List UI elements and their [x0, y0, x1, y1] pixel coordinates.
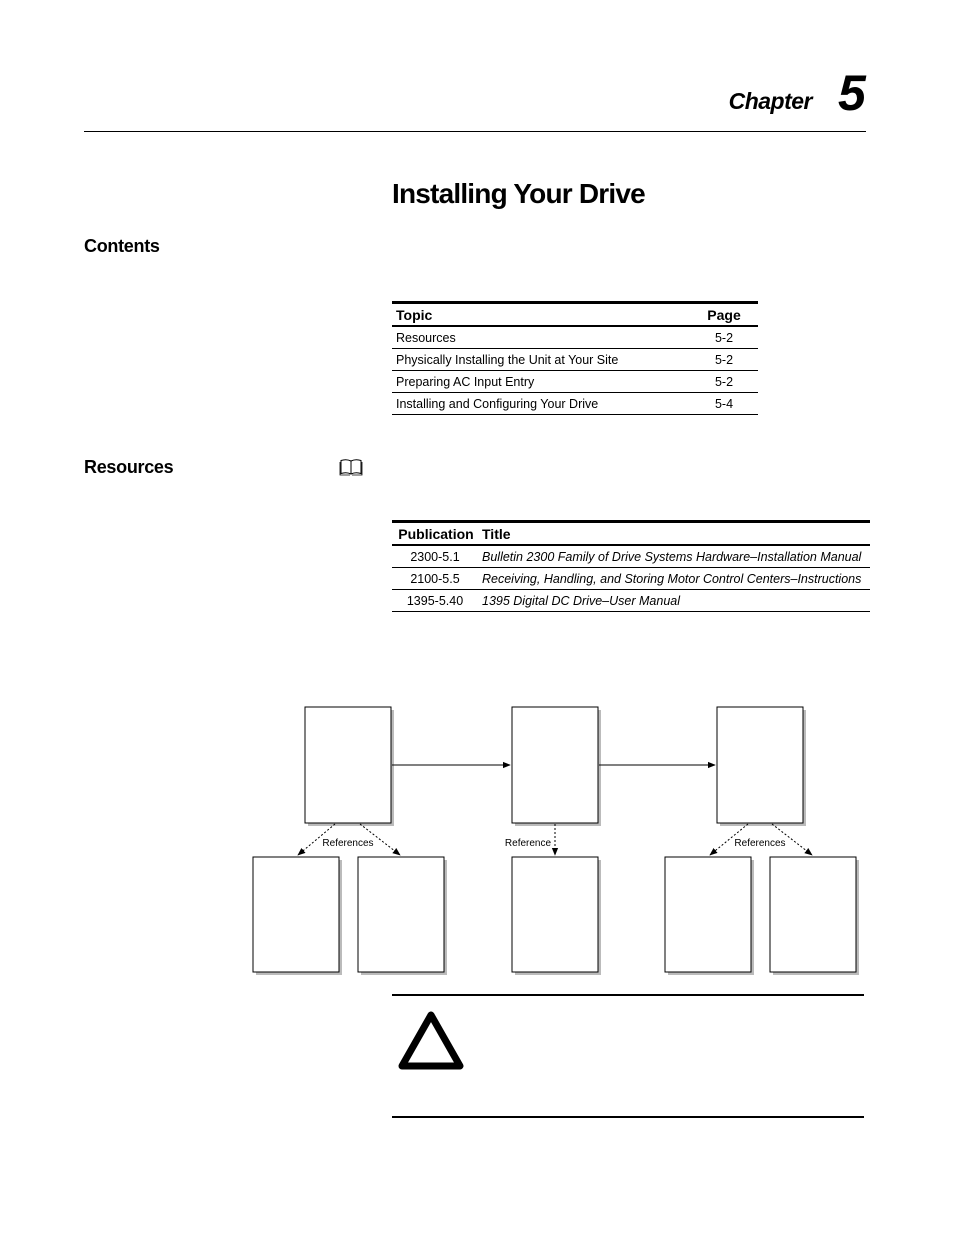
document-box-main-3: [717, 707, 806, 826]
topic-cell: Physically Installing the Unit at Your Site: [392, 349, 690, 371]
resources-heading: Resources: [84, 457, 174, 477]
attention-rule-top: [392, 994, 864, 996]
references-label: References: [734, 838, 786, 849]
contents-heading: Contents: [84, 236, 160, 256]
page-title: Installing Your Drive: [392, 178, 645, 209]
resources-table: [392, 520, 870, 612]
table-row: [392, 371, 758, 393]
document-box-ref-3: [512, 857, 601, 975]
topic-cell: Resources: [392, 326, 690, 349]
attention-rule-bottom: [392, 1116, 864, 1118]
table-row: [392, 393, 758, 415]
page-cell: 5-2: [690, 326, 758, 349]
title-cell: 1395 Digital DC Drive–User Manual: [478, 590, 870, 612]
page-cell: 5-2: [690, 349, 758, 371]
publication-cell: 1395-5.40: [392, 590, 478, 612]
warning-triangle-icon: [396, 1009, 466, 1071]
title-cell: Receiving, Handling, and Storing Motor Control Centers–Instructions: [478, 568, 870, 590]
publication-cell: 2300-5.1: [392, 545, 478, 568]
reference-label: Reference: [504, 838, 552, 849]
topic-column-header: Topic: [392, 303, 690, 327]
document-box-ref-2: [358, 857, 447, 975]
page-cell: 5-2: [690, 371, 758, 393]
table-row: [392, 545, 870, 568]
document-box-main-1: [305, 707, 394, 826]
table-header-row: [392, 303, 758, 327]
document-flow-diagram: [250, 700, 870, 980]
title-column-header: Title: [478, 522, 870, 546]
table-header-row: [392, 522, 870, 546]
document-box-ref-4: [665, 857, 754, 975]
table-row: [392, 349, 758, 371]
table-row: [392, 590, 870, 612]
document-box-ref-5: [770, 857, 859, 975]
page-cell: 5-4: [690, 393, 758, 415]
book-icon: [339, 458, 363, 476]
page-column-header: Page: [690, 303, 758, 327]
table-row: [392, 326, 758, 349]
publication-column-header: Publication: [392, 522, 478, 546]
document-box-ref-1: [253, 857, 342, 975]
chapter-number: 5: [838, 65, 866, 121]
table-row: [392, 568, 870, 590]
chapter-label: Chapter: [728, 88, 812, 114]
title-cell: Bulletin 2300 Family of Drive Systems Hardware–Installation Manual: [478, 545, 870, 568]
topic-cell: Installing and Configuring Your Drive: [392, 393, 690, 415]
references-label: References: [322, 838, 374, 849]
header-rule: [84, 131, 866, 132]
publication-cell: 2100-5.5: [392, 568, 478, 590]
topic-cell: Preparing AC Input Entry: [392, 371, 690, 393]
contents-table: [392, 301, 758, 415]
document-box-main-2: [512, 707, 601, 826]
